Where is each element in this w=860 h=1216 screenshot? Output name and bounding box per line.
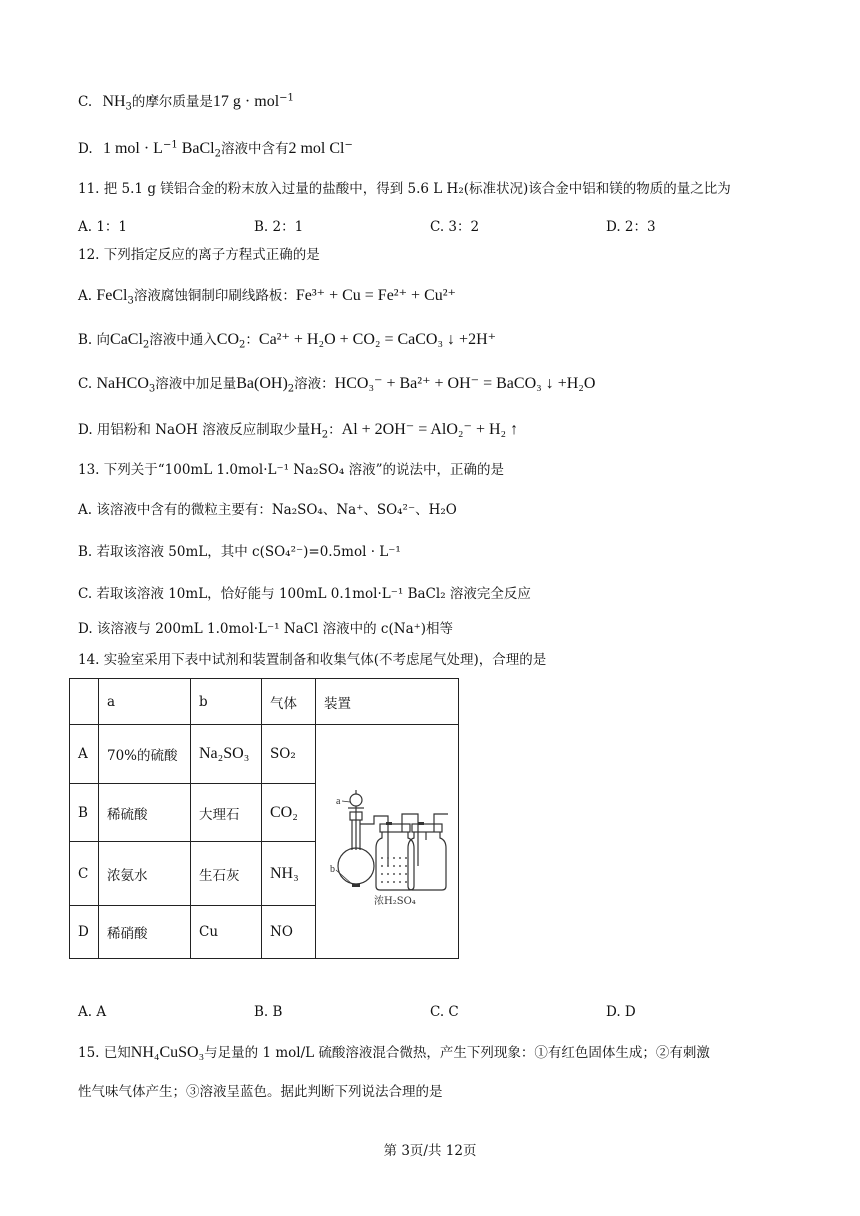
page-footer: 第 3页/共 12页	[383, 1143, 477, 1159]
reagent-table	[69, 678, 459, 959]
table-cell: Cu	[191, 906, 262, 959]
table-cell: D	[70, 906, 99, 959]
table-cell: CO₂	[262, 784, 316, 842]
table-cell: 70%的硫酸	[99, 725, 191, 784]
q15-stem-line1: 15. 已知NH₄CuSO₃与足量的 1 mol/L 硫酸溶液混合微热，产生下列现象：①有红色固体生成；②有刺激	[78, 1044, 710, 1061]
gas-apparatus-diagram	[316, 728, 458, 952]
q12-stem: 12. 下列指定反应的离子方程式正确的是	[78, 247, 320, 263]
q14-stem: 14. 实验室采用下表中试剂和装置制备和收集气体(不考虑尾气处理)，合理的是	[78, 652, 547, 668]
table-row	[70, 725, 459, 784]
label-conc-sulfuric-acid: 浓H₂SO₄	[374, 895, 416, 907]
table-cell: SO₂	[262, 725, 316, 784]
q11-option-d: D. 2：3	[606, 219, 656, 235]
q13-stem: 13. 下列关于“100mL 1.0mol·L⁻¹ Na₂SO₄ 溶液”的说法中，正确的是	[78, 462, 504, 478]
q12-option-b: B. 向CaCl$_2$溶液中通入$CO_2$：Ca²⁺ + H₂O + CO₂ = CaCO₃ ↓ +2H⁺	[78, 331, 497, 351]
header-cell: 气体	[262, 679, 316, 725]
table-cell: C	[70, 842, 99, 906]
table-cell: 浓氨水	[99, 842, 191, 906]
apparatus-cell	[316, 725, 459, 959]
table-cell: 大理石	[191, 784, 262, 842]
table-cell: 稀硫酸	[99, 784, 191, 842]
q13-option-a: A. 该溶液中含有的微粒主要有：Na₂SO₄、Na⁺、SO₄²⁻、H₂O	[78, 502, 457, 518]
table-cell: A	[70, 725, 99, 784]
header-cell: 装置	[316, 679, 459, 725]
header-cell	[70, 679, 99, 725]
q13-option-d: D. 该溶液与 200mL 1.0mol·L⁻¹ NaCl 溶液中的 c(Na⁺)相等	[78, 621, 454, 637]
q12-option-a: A. FeCl$_3$溶液腐蚀铜制印刷线路板：Fe³⁺ + Cu = Fe²⁺ + Cu²⁺	[78, 287, 456, 307]
label-a: a	[336, 795, 341, 807]
table-header-row	[70, 679, 459, 725]
q14-option-b: B. B	[254, 1004, 283, 1020]
q12-option-c: C. NaHCO$_3$溶液中加足量$Ba(OH)_2$溶液：HCO₃⁻ + Ba²⁺ + OH⁻ = BaCO₃ ↓ +H₂O	[78, 375, 596, 395]
q10-option-c: C. $NH_3$的摩尔质量是17 g · mol$^{-1}$	[78, 92, 294, 113]
header-cell: a	[99, 679, 191, 725]
q13-option-c: C. 若取该溶液 10mL，恰好能与 100mL 0.1mol·L⁻¹ BaCl₂ 溶液完全反应	[78, 586, 531, 602]
q12-option-d: D. 用铝粉和 NaOH 溶液反应制取少量$H_2$：Al + 2OH⁻ = AlO₂⁻ + H₂ ↑	[78, 421, 519, 441]
table-cell: Na₂SO₃	[191, 725, 262, 784]
q10-option-d: D. 1 mol · $L^{-1}$ BaCl$_2$溶液中含有2 mol Cl−	[78, 139, 353, 160]
q11-option-c: C. 3：2	[430, 219, 480, 235]
q14-option-d: D. D	[606, 1004, 636, 1020]
q11-option-a: A. 1：1	[78, 219, 128, 235]
q13-option-b: B. 若取该溶液 50mL，其中 c(SO₄²⁻)=0.5mol · L⁻¹	[78, 544, 401, 560]
table-cell: 稀硝酸	[99, 906, 191, 959]
q11-option-b: B. 2：1	[254, 219, 304, 235]
label-b: b	[330, 863, 335, 875]
table-cell: 生石灰	[191, 842, 262, 906]
table-cell: NO	[262, 906, 316, 959]
q15-stem-line2: 性气味气体产生；③溶液呈蓝色。据此判断下列说法合理的是	[78, 1084, 443, 1100]
q14-option-a: A. A	[78, 1004, 107, 1020]
table-cell: B	[70, 784, 99, 842]
q14-option-c: C. C	[430, 1004, 459, 1020]
header-cell: b	[191, 679, 262, 725]
q11-stem: 11. 把 5.1 g 镁铝合金的粉末放入过量的盐酸中，得到 5.6 L H₂(标准状况)该合金中铝和镁的物质的量之比为	[78, 181, 731, 197]
table-cell: NH₃	[262, 842, 316, 906]
